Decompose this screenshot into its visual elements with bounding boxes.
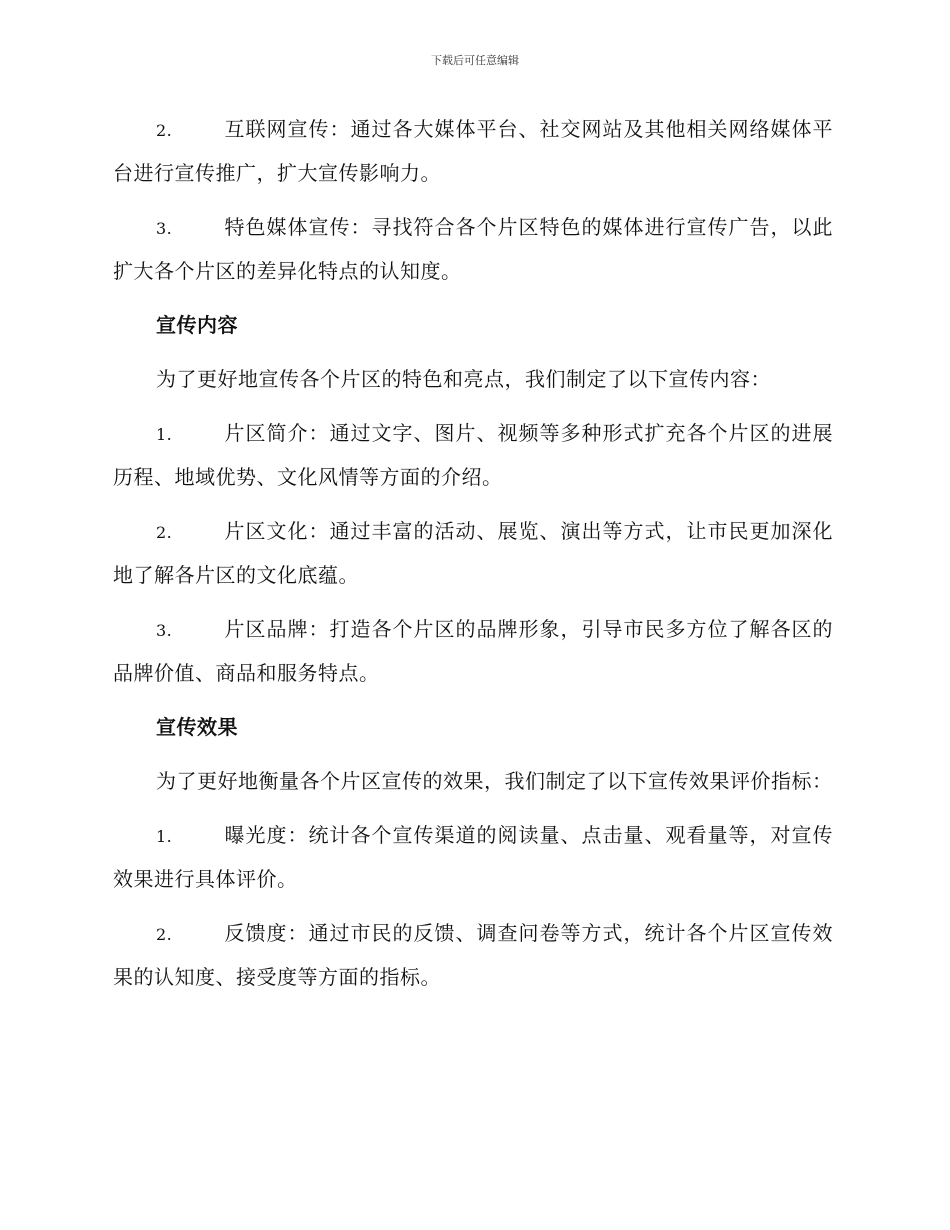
list-item [113,108,833,195]
list-item [113,206,833,293]
list-item-text: 片区文化：通过丰富的活动、展览、演出等方式，让市民更加深化地了解各片区的文化底蕴。 [113,519,833,587]
list-number: 2. [156,523,173,542]
paragraph: 为了更好地宣传各个片区的特色和亮点，我们制定了以下宣传内容： [156,367,771,391]
list-item [113,412,833,499]
list-number: 2. [156,925,173,944]
list-number: 3. [156,219,173,238]
section-heading: 宣传内容 [156,313,238,337]
list-item-text: 片区简介：通过文字、图片、视频等多种形式扩充各个片区的进展历程、地域优势、文化风情等方面的介绍。 [113,421,833,489]
section-heading: 宣传效果 [156,715,238,739]
list-item-text: 反馈度：通过市民的反馈、调查问卷等方式，统计各个片区宣传效果的认知度、接受度等方面的指标。 [113,921,833,989]
list-number: 2. [156,121,173,140]
list-number: 1. [156,827,173,846]
document-body [113,108,833,1010]
list-item [113,814,833,901]
list-item [113,510,833,597]
list-item-text: 片区品牌：打造各个片区的品牌形象，引导市民多方位了解各区的品牌价值、商品和服务特点。 [113,617,833,685]
list-number: 1. [156,425,173,444]
list-item-text: 特色媒体宣传：寻找符合各个片区特色的媒体进行宣传广告，以此扩大各个片区的差异化特点的认知度。 [113,215,833,283]
paragraph: 为了更好地衡量各个片区宣传的效果，我们制定了以下宣传效果评价指标： [156,769,833,793]
list-number: 3. [156,621,173,640]
list-item-text: 互联网宣传：通过各大媒体平台、社交网站及其他相关网络媒体平台进行宣传推广，扩大宣传影响力。 [113,117,833,185]
page-header: 下载后可任意编辑 [431,54,519,67]
list-item [113,608,833,695]
list-item [113,912,833,999]
list-item-text: 曝光度：统计各个宣传渠道的阅读量、点击量、观看量等，对宣传效果进行具体评价。 [113,823,833,891]
